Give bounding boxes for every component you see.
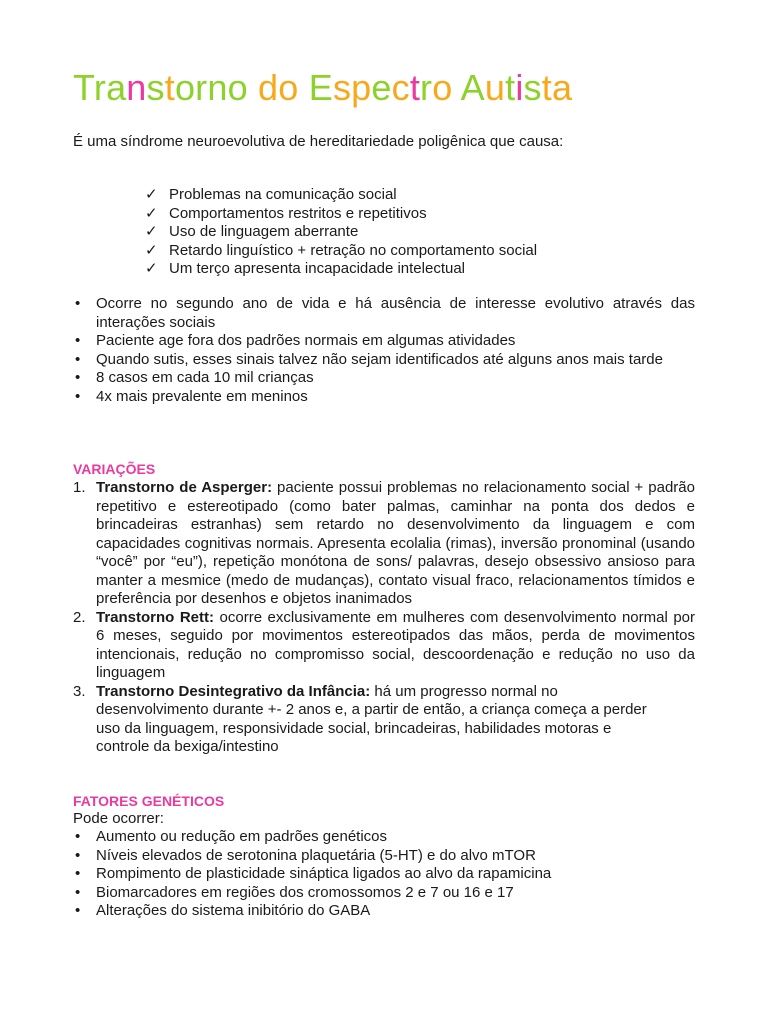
check-item-text: Retardo linguístico + retração no comportamento social xyxy=(169,241,538,259)
check-mark-icon: ✓ xyxy=(145,223,158,240)
title-letter: a xyxy=(551,67,573,108)
list-item xyxy=(73,865,695,884)
page-title xyxy=(73,67,573,108)
list-item xyxy=(73,884,695,903)
variacao-name: Transtorno Rett: xyxy=(96,608,215,626)
variacao-description: ocorre exclusivamente em mulheres com desenvolvimento normal por 6 meses, seguido por movimentos estereotipados das mãos, perda de movimentos intencionais, redução no compromisso social, descoordenação e redução no uso da linguagem xyxy=(96,608,695,681)
title-letter: e xyxy=(371,67,392,108)
fatores-heading: FATORES GENÉTICOS xyxy=(73,793,225,809)
variacao-text xyxy=(96,683,695,757)
title-letter: n xyxy=(207,67,228,108)
title-letter: r xyxy=(420,67,433,108)
list-item xyxy=(73,902,695,921)
title-letter: u xyxy=(484,67,506,108)
title-letter: o xyxy=(227,67,248,108)
list-item xyxy=(73,369,695,388)
check-item xyxy=(145,260,537,279)
list-item xyxy=(73,351,695,370)
list-item-text: Aumento ou redução em padrões genéticos xyxy=(96,828,388,845)
bullet-icon: • xyxy=(75,865,81,882)
bullet-icon: • xyxy=(75,902,81,919)
variacoes-list xyxy=(73,479,695,757)
bullet-icon: • xyxy=(75,295,81,312)
variacao-name: Transtorno de Asperger: xyxy=(96,479,273,496)
item-number: 3. xyxy=(73,682,86,700)
title-letter: A xyxy=(460,67,485,108)
title-letter: t xyxy=(164,67,175,108)
title-letter xyxy=(452,67,460,108)
title-letter: t xyxy=(409,67,421,108)
check-mark-icon: ✓ xyxy=(145,186,158,203)
bullet-icon: • xyxy=(75,332,81,349)
title-letter: n xyxy=(126,67,147,108)
check-mark-icon: ✓ xyxy=(145,204,158,222)
bullet-icon: • xyxy=(75,883,81,901)
list-item-text: Rompimento de plasticidade sináptica ligados ao alvo da rapamicina xyxy=(96,865,552,882)
title-letter: p xyxy=(351,67,372,108)
check-mark-icon: ✓ xyxy=(145,241,158,259)
list-item xyxy=(73,388,695,407)
title-letter: s xyxy=(146,67,165,108)
title-letter: E xyxy=(308,67,333,108)
variacao-description: há um progresso normal no desenvolvimento durante +- 2 anos e, a partir de então, a criança começa a perder uso da linguagem, responsividade social, brincadeiras, habilidades motoras e controle da bexiga/intestino xyxy=(96,682,647,755)
list-item xyxy=(73,847,695,866)
list-item-text: Paciente age fora dos padrões normais em algumas atividades xyxy=(96,332,516,349)
title-letter: t xyxy=(541,67,552,108)
list-item xyxy=(73,332,695,351)
list-item-text: 4x mais prevalente em meninos xyxy=(96,387,308,405)
title-letter: d xyxy=(258,67,279,108)
list-item-text: Quando sutis, esses sinais talvez não sejam identificados até alguns anos mais tarde xyxy=(96,350,663,368)
title-letter: T xyxy=(73,67,94,108)
variacao-name: Transtorno Desintegrativo da Infância: xyxy=(96,682,371,700)
bullet-icon: • xyxy=(75,846,81,864)
title-letter: a xyxy=(106,67,127,108)
list-item-text: Níveis elevados de serotonina plaquetária (5-HT) e do alvo mTOR xyxy=(96,846,536,864)
title-letter: r xyxy=(195,67,208,108)
list-item-text: Alterações do sistema inibitório do GABA xyxy=(96,902,371,919)
bullet-icon: • xyxy=(75,350,81,368)
variacao-item xyxy=(73,479,695,609)
list-item-text: Biomarcadores em regiões dos cromossomos 2 e 7 ou 16 e 17 xyxy=(96,883,514,901)
list-item-text: 8 casos em cada 10 mil crianças xyxy=(96,369,314,386)
title-letter: s xyxy=(523,67,542,108)
symptom-checklist xyxy=(145,186,537,279)
title-letter: o xyxy=(432,67,453,108)
bullet-icon: • xyxy=(75,387,81,405)
check-mark-icon: ✓ xyxy=(145,260,158,277)
facts-list xyxy=(73,295,695,406)
check-item-text: Um terço apresenta incapacidade intelectual xyxy=(169,260,466,277)
title-letter: o xyxy=(278,67,299,108)
variacao-description: paciente possui problemas no relacionamento social + padrão repetitivo e estereotipado (como bater palmas, caminhar na ponta dos dedos e brincadeiras estranhas) sem retardo no desenvolvimento da linguagem e com capacidades cognitivas normais. Apresenta ecolalia (rimas), inversão pronominal (usando “você” por “eu”), repetição monótona de sons/ palavras, desejo obsessivo ansioso para manter a mesmice (medo de mudanças), contato visual fraco, relacionamentos tímidos e preferência por desenhos e objetos inanimados xyxy=(96,479,695,607)
intro-text: É uma síndrome neuroevolutiva de hereditariedade poligênica que causa: xyxy=(73,133,564,150)
check-item xyxy=(145,205,537,224)
title-letter: o xyxy=(174,67,196,108)
check-item xyxy=(145,186,537,205)
title-letter xyxy=(299,67,309,108)
title-letter xyxy=(248,67,258,108)
variacao-item xyxy=(73,609,695,683)
fatores-subtitle: Pode ocorrer: xyxy=(73,810,164,827)
title-letter: i xyxy=(515,67,524,108)
check-item-text: Problemas na comunicação social xyxy=(169,186,397,203)
bullet-icon: • xyxy=(75,369,81,386)
variacao-text xyxy=(96,609,695,683)
title-letter: s xyxy=(332,67,352,108)
title-letter: r xyxy=(93,67,107,108)
bullet-icon: • xyxy=(75,828,81,845)
check-item xyxy=(145,242,537,261)
item-number: 1. xyxy=(73,479,86,496)
check-item-text: Comportamentos restritos e repetitivos xyxy=(169,204,427,222)
variacoes-heading: VARIAÇÕES xyxy=(73,461,156,477)
item-number: 2. xyxy=(73,608,86,626)
check-item-text: Uso de linguagem aberrante xyxy=(169,223,359,240)
title-letter: t xyxy=(505,67,516,108)
check-item xyxy=(145,223,537,242)
list-item-text: Ocorre no segundo ano de vida e há ausência de interesse evolutivo através das interações sociais xyxy=(96,295,695,331)
list-item xyxy=(73,828,695,847)
fatores-list xyxy=(73,828,695,921)
list-item xyxy=(73,295,695,332)
title-letter: c xyxy=(391,67,410,108)
variacao-text xyxy=(96,479,695,609)
variacao-item xyxy=(73,683,695,757)
